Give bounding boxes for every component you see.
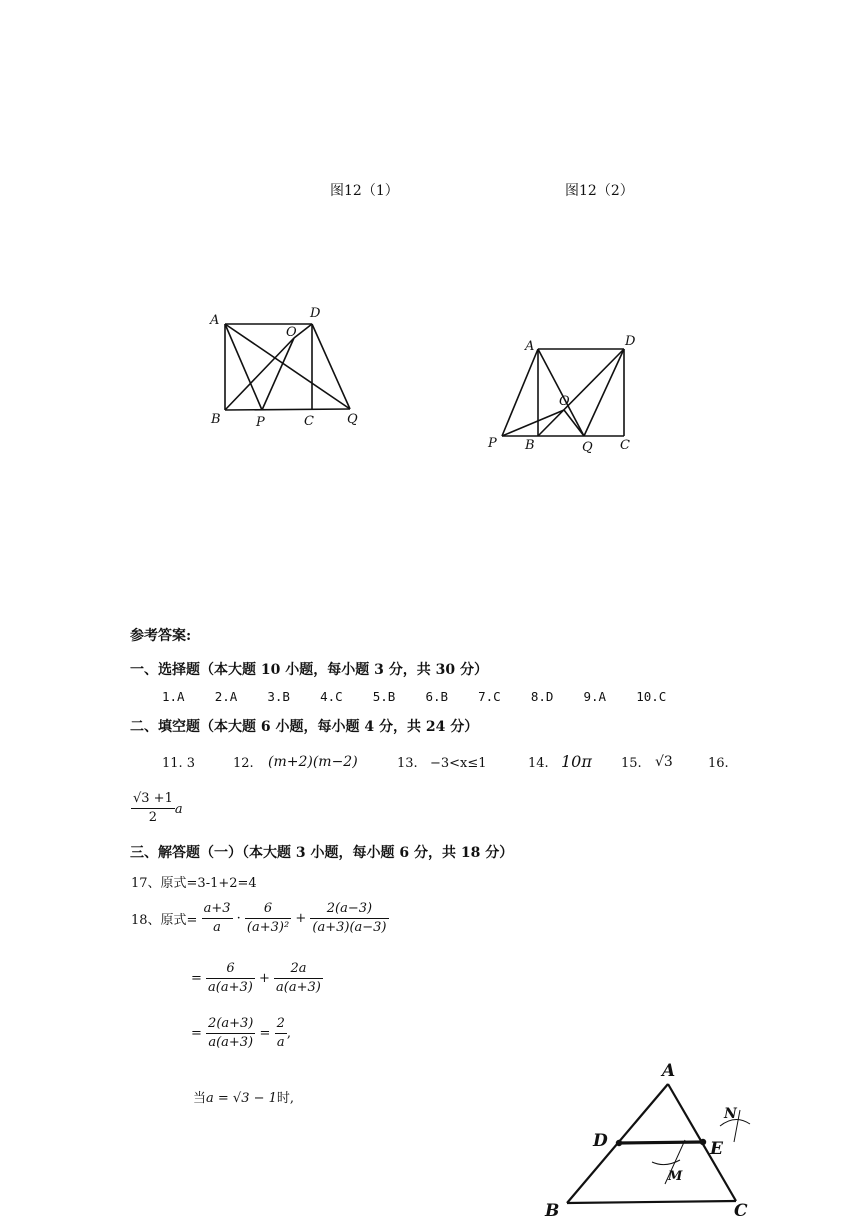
fraction bbox=[274, 960, 323, 997]
label-O: O bbox=[286, 325, 297, 340]
fraction-denominator: a bbox=[276, 1035, 285, 1050]
fraction-numerator: a+3 bbox=[202, 900, 233, 919]
choice-9: 9.A bbox=[583, 689, 607, 704]
choice-2: 2.A bbox=[214, 689, 238, 704]
fill-answer-11: 11. 3 bbox=[162, 756, 196, 771]
fraction bbox=[131, 790, 175, 827]
answer-18-line3 bbox=[191, 1015, 291, 1052]
fraction-numerator: 2a bbox=[274, 960, 323, 979]
fraction-numerator: 2 bbox=[275, 1015, 287, 1034]
label-A: A bbox=[662, 1061, 676, 1081]
label-B: B bbox=[545, 1201, 560, 1221]
label-O: O bbox=[559, 394, 570, 409]
label-A: A bbox=[210, 313, 220, 328]
fraction-numerator: 2(a+3) bbox=[206, 1015, 255, 1034]
fraction-numerator: √3 +1 bbox=[131, 790, 175, 809]
label-Q: Q bbox=[347, 412, 358, 427]
variable-a: a bbox=[174, 802, 183, 817]
fill-answer-13-number: 13. bbox=[397, 756, 418, 771]
label-A: A bbox=[525, 339, 535, 354]
choice-5: 5.B bbox=[372, 689, 396, 704]
equals-sign: = bbox=[191, 971, 202, 986]
fill-answer-15: √3 bbox=[655, 754, 673, 770]
plus-operator: + bbox=[295, 911, 307, 926]
label-M: M bbox=[668, 1169, 683, 1184]
condition-expression: a = √3 − 1 bbox=[206, 1091, 277, 1106]
label-Q: Q bbox=[582, 440, 593, 455]
figure-triangle bbox=[540, 1052, 770, 1224]
choice-answers bbox=[162, 689, 666, 704]
equals-sign: = bbox=[259, 1026, 271, 1041]
fill-answer-13: −3<x≤1 bbox=[430, 756, 487, 771]
section2-title: 二、填空题（本大题 6 小题，每小题 4 分，共 24 分） bbox=[130, 719, 479, 735]
fill-answer-14-number: 14. bbox=[528, 756, 549, 771]
choice-7: 7.C bbox=[478, 689, 501, 704]
fraction-denominator: 2 bbox=[148, 810, 158, 825]
dot-operator: · bbox=[236, 911, 241, 926]
label-P: P bbox=[256, 415, 265, 430]
section1-title: 一、选择题（本大题 10 小题，每小题 3 分，共 30 分） bbox=[130, 662, 488, 678]
fill-answer-15-number: 15. bbox=[621, 756, 642, 771]
label-C: C bbox=[304, 414, 314, 429]
answer-18-line1 bbox=[131, 900, 389, 937]
fraction-denominator: (a+3)² bbox=[246, 920, 290, 935]
label-D: D bbox=[310, 306, 321, 321]
plus-operator: + bbox=[259, 971, 270, 986]
label-B: B bbox=[211, 412, 221, 427]
comma: , bbox=[286, 1026, 291, 1041]
fraction bbox=[206, 960, 255, 997]
label-P: P bbox=[488, 436, 497, 451]
section3-title: 三、解答题（一）（本大题 3 小题，每小题 6 分，共 18 分） bbox=[130, 845, 514, 861]
fraction-denominator: a(a+3) bbox=[276, 980, 321, 995]
figure-12-2 bbox=[485, 330, 645, 460]
label-B: B bbox=[525, 438, 535, 453]
answer-17: 17、原式=3-1+2=4 bbox=[131, 876, 257, 891]
label-N: N bbox=[724, 1106, 737, 1122]
choice-4: 4.C bbox=[320, 689, 343, 704]
fraction-denominator: a(a+3) bbox=[208, 980, 253, 995]
choice-3: 3.B bbox=[267, 689, 290, 704]
fraction-denominator: (a+3)(a−3) bbox=[312, 920, 387, 935]
label-D: D bbox=[625, 334, 636, 349]
fraction bbox=[245, 900, 291, 937]
choice-10: 10.C bbox=[636, 689, 667, 704]
condition-suffix: 时, bbox=[276, 1091, 295, 1106]
choice-1: 1.A bbox=[162, 689, 185, 704]
answer-18-line2 bbox=[191, 960, 323, 997]
fraction bbox=[275, 1015, 287, 1052]
fill-answer-16-number: 16. bbox=[708, 756, 729, 771]
choice-6: 6.B bbox=[425, 689, 449, 704]
label-E: E bbox=[710, 1139, 723, 1159]
fraction-denominator: a(a+3) bbox=[208, 1035, 254, 1050]
fraction bbox=[310, 900, 388, 937]
choice-8: 8.D bbox=[530, 689, 554, 704]
fill-answer-12: (m+2)(m−2) bbox=[268, 754, 358, 770]
fraction-denominator: a bbox=[213, 920, 221, 935]
fraction bbox=[206, 1015, 255, 1052]
condition-prefix: 当 bbox=[193, 1091, 207, 1106]
fraction-numerator: 6 bbox=[245, 900, 291, 919]
label-D: D bbox=[593, 1131, 608, 1151]
answers-heading: 参考答案: bbox=[130, 628, 192, 644]
figure-caption-2: 图12（2） bbox=[565, 183, 634, 199]
figure-caption-1: 图12（1） bbox=[330, 183, 399, 199]
label-C: C bbox=[734, 1201, 748, 1221]
fill-answer-12-number: 12. bbox=[233, 756, 254, 771]
fill-answer-16 bbox=[131, 790, 183, 827]
figure-12-1 bbox=[200, 300, 370, 435]
label-C: C bbox=[620, 438, 630, 453]
fraction-numerator: 6 bbox=[206, 960, 255, 979]
fraction-numerator: 2(a−3) bbox=[310, 900, 388, 919]
equals-sign: = bbox=[191, 1026, 202, 1041]
fill-answer-14: 10π bbox=[561, 752, 592, 771]
fraction bbox=[202, 900, 233, 937]
answer-18-condition bbox=[193, 1087, 294, 1106]
answer-18-prefix: 18、原式= bbox=[131, 913, 198, 928]
